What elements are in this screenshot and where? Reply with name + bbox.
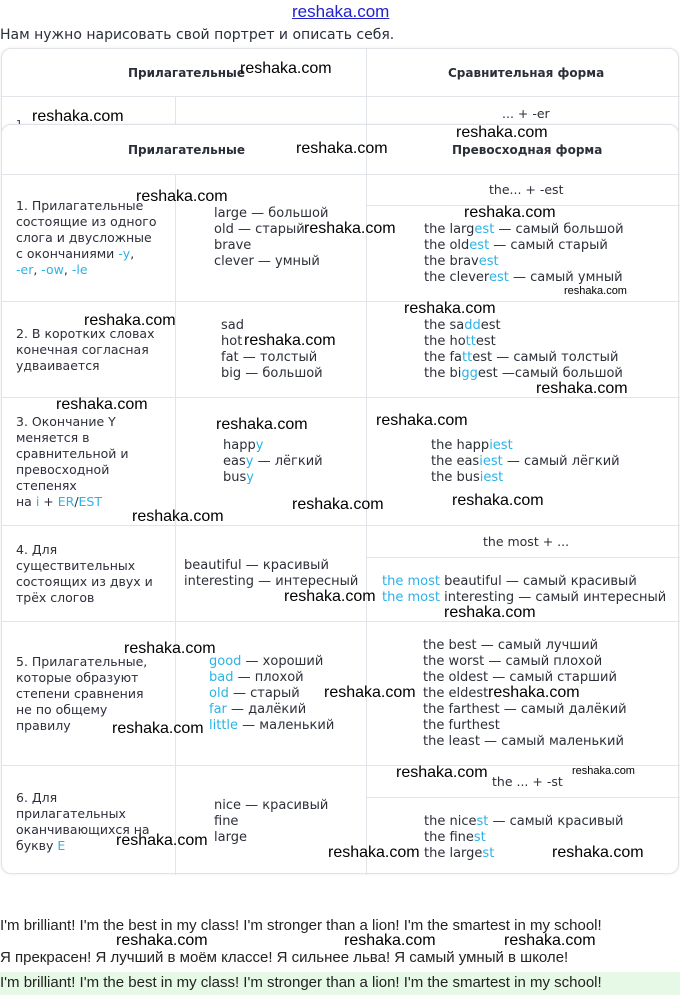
watermark: reshaka.com (572, 765, 635, 777)
watermark: reshaka.com (456, 124, 548, 141)
watermark: reshaka.com (112, 720, 204, 737)
row6-rule: 6. Для прилагательных оканчивающихся на букву E (16, 790, 150, 853)
answer-english: I'm brilliant! I'm the best in my class! I'm stronger than a lion! I'm the smartest in my school! (0, 917, 602, 934)
watermark: reshaka.com (444, 604, 536, 621)
watermark: reshaka.com (116, 932, 208, 949)
watermark: reshaka.com (296, 140, 388, 157)
watermark: reshaka.com (328, 844, 420, 861)
comparative-col2-header: Сравнительная форма (448, 66, 605, 80)
comparative-col1-header: Прилагательные (128, 66, 246, 80)
row5-adjectives: good — хороший bad — плохой old — старый far — далёкий little — маленький (209, 654, 335, 733)
watermark: reshaka.com (324, 684, 416, 701)
watermark: reshaka.com (304, 220, 396, 237)
row5-forms: the best — самый лучший the worst — самый плохой the oldest — самый старший the eldest the farthest — самый далёкий the furthest the least — самый маленький (423, 638, 627, 749)
watermark: reshaka.com (124, 640, 216, 657)
watermark: reshaka.com (404, 300, 496, 317)
row2-rule: 2. В коротких словах конечная согласная удваивается (16, 326, 155, 373)
site-title-link[interactable]: reshaka.com (292, 2, 390, 21)
row2-forms: the saddest the hottest the fattest — самый толстый the biggest —самый большой (424, 318, 623, 381)
row2-adjectives: sad hot fat — толстый big — большой (221, 318, 323, 381)
row3-adjectives: happy easy — лёгкий busy (223, 438, 323, 485)
superlative-col1-header: Прилагательные (128, 143, 246, 157)
row3-rule: 3. Окончание Y меняется в сравнительной и превосходной степенях на i + ER/EST (16, 414, 129, 509)
watermark: reshaka.com (396, 764, 488, 781)
watermark: reshaka.com (244, 332, 336, 349)
watermark: reshaka.com (564, 285, 627, 297)
row1-adjectives: large — большой old — старый brave clever — умный (214, 206, 329, 269)
watermark: reshaka.com (536, 380, 628, 397)
watermark: reshaka.com (292, 496, 384, 513)
watermark: reshaka.com (344, 932, 436, 949)
row4-forms: the most beautiful — самый красивый the most interesting — самый интересный (382, 574, 667, 605)
row6-formula: the ... + -st (492, 774, 563, 789)
watermark: reshaka.com (32, 108, 124, 125)
watermark: reshaka.com (116, 832, 208, 849)
row6-adjectives: nice — красивый fine large (214, 798, 329, 845)
watermark: reshaka.com (240, 60, 332, 77)
watermark: reshaka.com (84, 312, 176, 329)
watermark: reshaka.com (216, 416, 308, 433)
comparative-formula: ... + -er (502, 106, 550, 121)
watermark: reshaka.com (136, 188, 228, 205)
row1-formula: the... + -est (489, 182, 564, 197)
watermark: reshaka.com (552, 844, 644, 861)
watermark: reshaka.com (284, 588, 376, 605)
watermark: reshaka.com (452, 492, 544, 509)
row3-forms: the happiest the easiest — самый лёгкий the busiest (431, 438, 620, 485)
superlative-col2-header: Превосходная форма (452, 143, 603, 157)
row5-rule: 5. Прилагательные, которые образуют степени сравнения не по общему правилу (16, 654, 148, 733)
watermark: reshaka.com (56, 396, 148, 413)
watermark: reshaka.com (464, 204, 556, 221)
row4-formula: the most + ... (483, 534, 570, 549)
intro-text: Нам нужно нарисовать свой портрет и описать себя. (0, 27, 395, 43)
watermark: reshaka.com (488, 684, 580, 701)
row4-adjectives: beautiful — красивый interesting — интересный (184, 558, 359, 589)
answer-russian: Я прекрасен! Я лучший в моём классе! Я сильнее льва! Я самый умный в школе! (0, 949, 569, 966)
row1-rule: 1. Прилагательные состоящие из одного слога и двусложные с окончаниями -y, -er, -ow, -le (16, 198, 157, 277)
answer-english-highlighted: I'm brilliant! I'm the best in my class! I'm stronger than a lion! I'm the smartest in my school! (0, 972, 680, 995)
row6-forms: the nicest — самый красивый the finest the largest (424, 814, 624, 861)
watermark: reshaka.com (504, 932, 596, 949)
row1-forms: the largest — самый большой the oldest — самый старый the bravest the cleverest — самый умный (424, 222, 624, 285)
row4-rule: 4. Для существительных состоящих из двух и трёх слогов (16, 542, 153, 605)
watermark: reshaka.com (376, 412, 468, 429)
watermark: reshaka.com (132, 508, 224, 525)
